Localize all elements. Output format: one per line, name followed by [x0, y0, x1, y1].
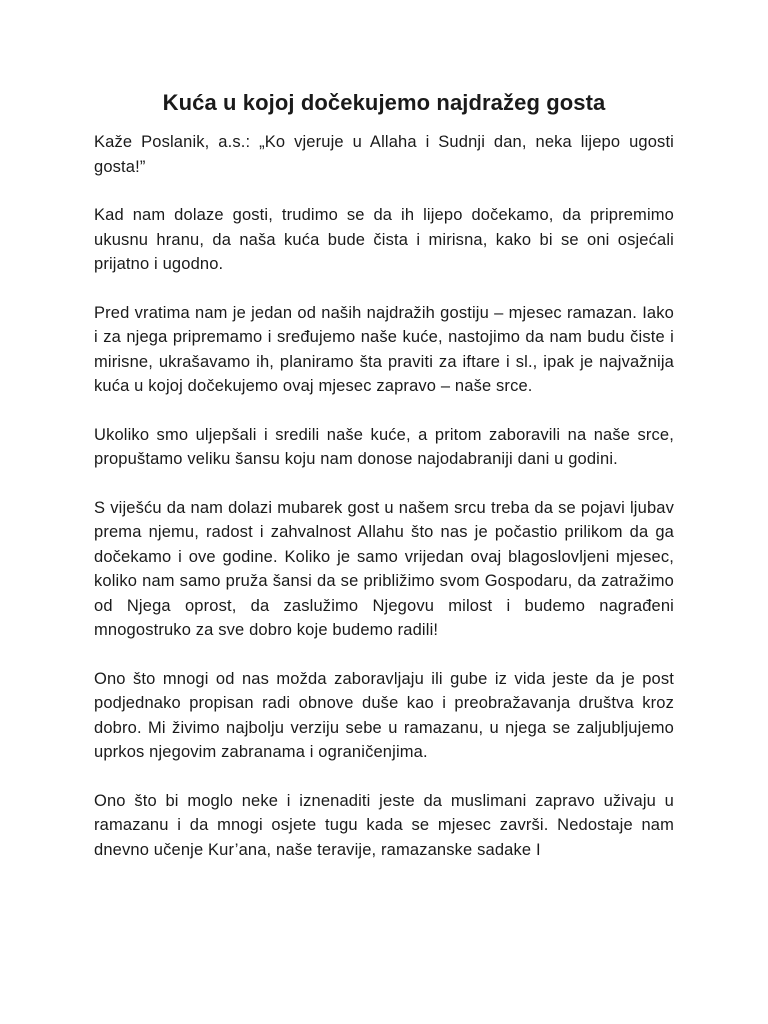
paragraph-ramadan-guest: Pred vratima nam je jedan od naših najdražih gostiju – mjesec ramazan. Iako i za njega pripremamo i sređujemo naše kuće, nastojimo da nam budu čiste i mirisne, ukrašavamo ih, planiramo šta praviti za iftare i sl., ipak je najvažnija kuća u kojoj dočekujemo ovaj mjesec zapravo – naše srce. — [94, 303, 674, 395]
paragraph-hadith: Kaže Poslanik, a.s.: „Ko vjeruje u Allaha i Sudnji dan, neka lijepo ugosti gosta!” — [94, 133, 674, 176]
document-title: Kuća u kojoj dočekujemo najdražeg gosta — [162, 90, 606, 115]
paragraph-enjoying-ramadan: Ono što bi moglo neke i iznenaditi jeste da muslimani zapravo uživaju u ramazanu i da mnogi osjete tugu kada se mjesec završi. Nedostaje nam dnevno učenje Kur’ana, naše teravije, ramazanske sadake I — [94, 791, 674, 859]
paragraph-heart: Ukoliko smo uljepšali i sredili naše kuće, a pritom zaboravili na naše srce, propuštamo veliku šansu koju nam donose najodabraniji dani u godini. — [94, 425, 674, 468]
paragraph-fasting-purpose: Ono što mnogi od nas možda zaboravljaju ili gube iz vida jeste da je post podjednako propisan radi obnove duše kao i preobražavanja društva kroz dobro. Mi živimo najbolju verziju sebe u ramazanu, u njega se zaljubljujemo uprkos njegovim zabranama i ograničenjima. — [94, 669, 674, 761]
paragraph-blessed-month: S viješću da nam dolazi mubarek gost u našem srcu treba da se pojavi ljubav prema njemu, radost i zahvalnost Allahu što nas je počastio prilikom da ga dočekamo i ove godine. Koliko je samo vrijedan ovaj blagoslovljeni mjesec, koliko nam samo pruža šansi da se približimo svom Gospodaru, da zatražimo od Njega oprost, da zaslužimo Njegovu milost i budemo nagrađeni mnogostruko za sve dobro koje budemo radili! — [94, 498, 674, 639]
paragraph-guests: Kad nam dolaze gosti, trudimo se da ih lijepo dočekamo, da pripremimo ukusnu hranu, da naša kuća bude čista i mirisna, kako bi se oni osjećali prijatno i ugodno. — [94, 206, 674, 273]
